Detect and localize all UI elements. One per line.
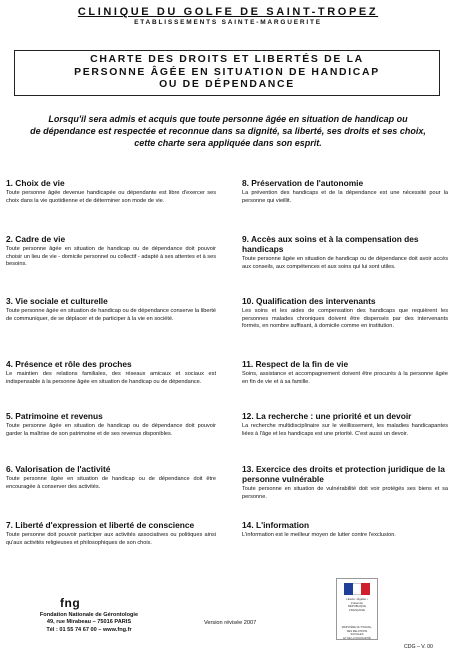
article-body: Toute personne âgée en situation de handicap ou de dépendance conserve la liberté de communiquer, de se déplacer et de participer à la vie en société. (6, 308, 216, 322)
document-header (0, 6, 456, 26)
fng-logo: fng (60, 596, 81, 610)
article-body: Toute personne âgée devenue handicapée ou dépendante est libre d'exercer ses choix dans la vie quotidienne et de déterminer son mode de vie. (6, 190, 216, 204)
article-body: Soins, assistance et accompagnement doivent être procurés à la personne âgée en fin de vie et à sa famille. (242, 371, 448, 385)
article-14 (242, 520, 448, 540)
article-body: Toute personne âgée en situation de handicap ou de dépendance doit pouvoir choisir un lieu de vie - domicile personnel ou collectif - adapté à ses attentes et à ses besoins. (6, 246, 216, 268)
article-body: Les soins et les aides de compensation des handicaps que requièrent les personnes malades chroniques doivent être dispensés par des intervenants formés, en nombre suffisant, à domicile comme en institution. (242, 308, 448, 330)
article-title: 9. Accès aux soins et à la compensation des handicaps (242, 234, 419, 254)
charter-title (74, 54, 380, 92)
article-body: Le maintien des relations familiales, des réseaux amicaux et sociaux est indispensable à la personne âgée en situation de handicap ou de dépendance. (6, 371, 216, 385)
republic-motto (340, 598, 374, 612)
article-11 (242, 359, 448, 386)
article-5 (6, 411, 216, 438)
article-title: 8. Préservation de l'autonomie (242, 178, 364, 188)
article-title: 14. L'information (242, 520, 310, 530)
article-13 (242, 464, 448, 501)
ministry-name (340, 626, 374, 640)
ministry-logo (336, 578, 378, 640)
article-4 (6, 359, 216, 386)
article-body: L'information est le meilleur moyen de lutter contre l'exclusion. (242, 532, 396, 538)
article-title: 2. Cadre de vie (6, 234, 66, 244)
article-body: Toute personne âgée en situation de handicap ou de dépendance doit avoir accès aux conseils, aux compétences et aux soins qui lui sont utiles. (242, 256, 448, 270)
article-title: 12. La recherche : une priorité et un devoir (242, 411, 412, 421)
article-8 (242, 178, 448, 205)
article-title: 3. Vie sociale et culturelle (6, 296, 108, 306)
article-title: 6. Valorisation de l'activité (6, 464, 111, 474)
foundation-contact: Tél : 01 55 74 67 00 – www.fng.fr (46, 626, 132, 633)
intro-line: Lorsqu'il sera admis et acquis que toute personne âgée en situation de handicap ou (48, 114, 408, 124)
article-body: Toute personne en situation de vulnérabilité doit voir protégés ses biens et sa personne. (242, 486, 448, 500)
ministry-name-line: DES RELATIONS SOCIALES (346, 629, 368, 637)
article-body: Toute personne doit pouvoir participer aux activités associatives ou politiques ainsi qu'aux activités religieuses et philosophiques de son choix. (6, 532, 216, 546)
foundation-street: 49, rue Mirabeau – 75016 PARIS (46, 619, 132, 626)
flag-red-stripe (361, 583, 370, 595)
ministry-name-line: ET DE LA SOLIDARITÉ (343, 636, 371, 640)
ministry-name-line: MINISTÈRE DU TRAVAIL, (341, 626, 373, 630)
article-title: 13. Exercice des droits et protection juridique de la personne vulnérable (242, 464, 445, 484)
charter-title-line: OU DE DÉPENDANCE (159, 79, 295, 91)
article-7 (6, 520, 216, 547)
flag-white-stripe (353, 583, 362, 595)
intro-line: de dépendance est respectée et reconnue dans sa dignité, sa liberté, ses droits et ses choix, (30, 126, 426, 136)
intro-line: cette charte sera appliquée dans son esprit. (134, 138, 322, 148)
article-title: 10. Qualification des intervenants (242, 296, 376, 306)
article-3 (6, 296, 216, 323)
article-title: 5. Patrimoine et revenus (6, 411, 103, 421)
article-title: 7. Liberté d'expression et liberté de conscience (6, 520, 195, 530)
article-12 (242, 411, 448, 438)
charter-title-line: PERSONNE ÂGÉE EN SITUATION DE HANDICAP (74, 66, 380, 78)
version-label: Version révisée 2007 (204, 620, 257, 626)
french-flag-icon (344, 583, 370, 595)
article-body: La recherche multidisciplinaire sur le vieillissement, les maladies handicapantes liées à l'âge et les handicaps est une priorité. C'est aussi un devoir. (242, 423, 448, 437)
foundation-name: Fondation Nationale de Gérontologie (39, 612, 139, 618)
document-reference: CDG – V. 00 (404, 644, 433, 650)
article-10 (242, 296, 448, 331)
charter-title-box (14, 50, 440, 96)
article-1 (6, 178, 216, 205)
article-title: 4. Présence et rôle des proches (6, 359, 132, 369)
article-2 (6, 234, 216, 269)
article-body: Toute personne âgée en situation de handicap ou de dépendance doit être encouragée à conserver des activités. (6, 476, 216, 490)
charter-title-line: CHARTE DES DROITS ET LIBERTÉS DE LA (90, 54, 364, 66)
article-6 (6, 464, 216, 491)
clinic-name: CLINIQUE DU GOLFE DE SAINT-TROPEZ (77, 6, 379, 18)
article-body: Toute personne âgée en situation de handicap ou de dépendance doit pouvoir garder la maîtrise de son patrimoine et de ses revenus disponibles. (6, 423, 216, 437)
republic-line: RÉPUBLIQUE FRANÇAISE (347, 604, 367, 612)
flag-blue-stripe (344, 583, 353, 595)
foundation-address (14, 612, 164, 634)
article-9 (242, 234, 448, 271)
motto-line: Liberté • Égalité • Fraternité (346, 597, 368, 605)
establishment-name: ETABLISSEMENTS SAINTE-MARGUERITE (134, 19, 322, 26)
article-body: La prévention des handicaps et de la dépendance est une nécessité pour la personne qui vieillit. (242, 190, 448, 204)
article-title: 1. Choix de vie (6, 178, 65, 188)
article-title: 11. Respect de la fin de vie (242, 359, 349, 369)
intro-paragraph (6, 113, 450, 149)
